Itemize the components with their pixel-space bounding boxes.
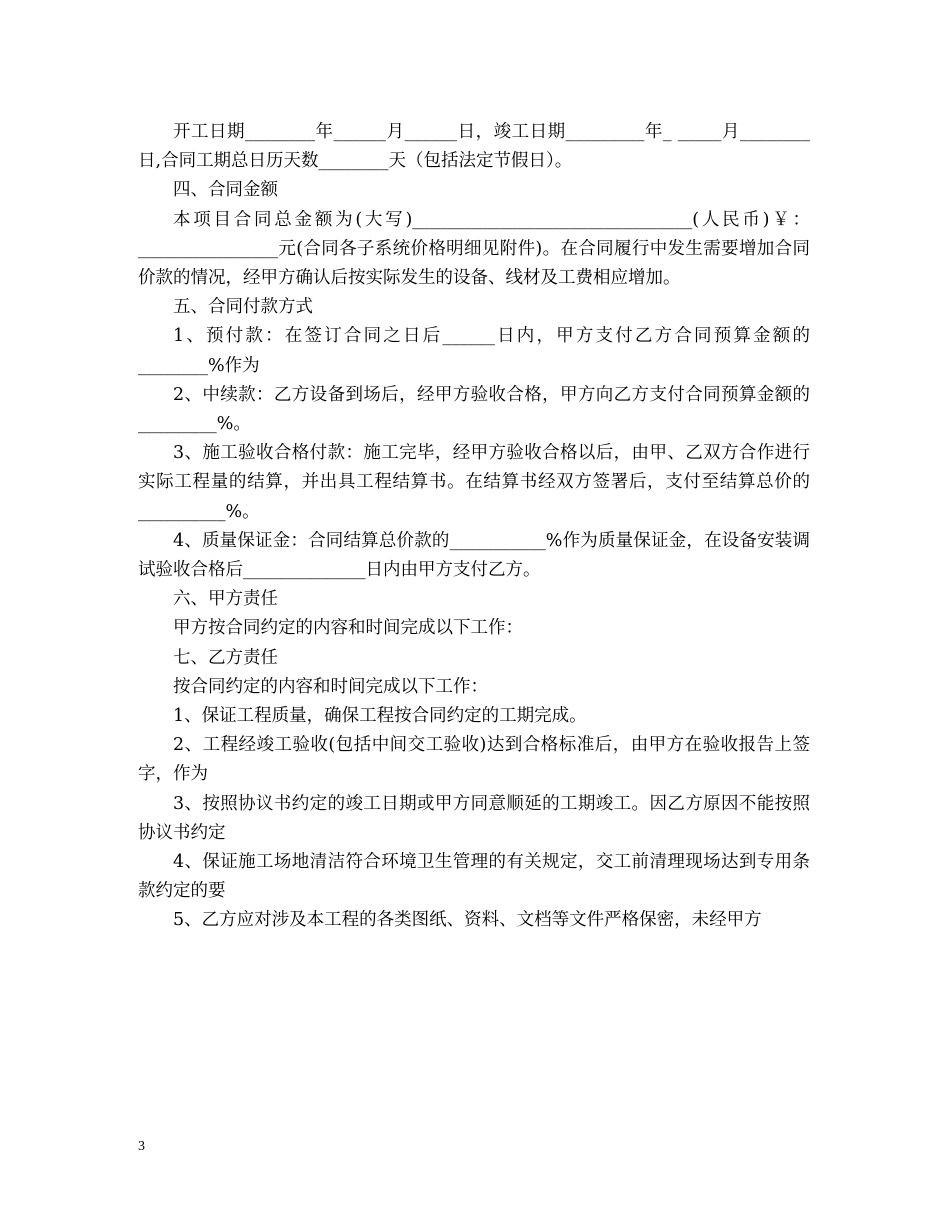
paragraph-party-a-duties: 甲方按合同约定的内容和时间完成以下工作： [173, 618, 523, 639]
heading-party-b-duties: 七、乙方责任 [173, 647, 278, 668]
paragraph-interim-payment: 2、中续款：乙方设备到场后，经甲方验收合格，甲方向乙方支付合同预算金额的_________%。 [138, 384, 810, 435]
heading-contract-amount: 四、合同金额 [173, 180, 278, 201]
document-body [138, 118, 810, 936]
paragraph-party-b-item-5: 5、乙方应对涉及本工程的各类图纸、资料、文档等文件严格保密，未经甲方 [173, 910, 762, 931]
paragraph-party-b-item-3: 3、按照协议书约定的竣工日期或甲方同意顺延的工期竣工。因乙方原因不能按照协议书约定 [138, 793, 810, 843]
heading-party-a-duties: 六、甲方责任 [173, 589, 278, 610]
paragraph-party-b-item-4: 4、保证施工场地清洁符合环境卫生管理的有关规定，交工前清理现场达到专用条款约定的要 [138, 852, 810, 902]
paragraph-advance-payment: 1、预付款：在签订合同之日后______日内，甲方支付乙方合同预算金额的 ________%作为 [138, 326, 810, 376]
paragraph-party-b-item-2: 2、工程经竣工验收(包括中间交工验收)达到合格标准后，由甲方在验收报告上签字，作为 [138, 735, 810, 785]
page-number: 3 [138, 1139, 145, 1154]
paragraph-party-b-item-1: 1、保证工程质量，确保工程按合同约定的工期完成。 [173, 706, 587, 727]
paragraph-construction-dates: 开工日期________年______月______日，竣工日期_________年_ _____月________日,合同工期总日历天数________天（包括法定节假日）。 [138, 122, 810, 172]
paragraph-quality-deposit: 4、质量保证金：合同结算总价款的___________%作为质量保证金，在设备安装调试验收合格后______________日内由甲方支付乙方。 [138, 530, 810, 581]
paragraph-contract-amount: 本项目合同总金额为(大写)________________________________(人民币)￥：________________元(合同各子系统价格明细见附件)。在合同履行中发生需要增加合同价款的情况，经甲方确认后按实际发生的设备、线材及工费相应增加。 [138, 209, 810, 289]
paragraph-acceptance-payment: 3、施工验收合格付款：施工完毕，经甲方验收合格以后，由甲、乙双方合作进行实际工程量的结算，并出具工程结算书。在结算书经双方签署后，支付至结算总价的__________%。 [138, 443, 810, 522]
heading-payment-method: 五、合同付款方式 [173, 297, 313, 318]
paragraph-party-b-intro: 按合同约定的内容和时间完成以下工作： [173, 676, 488, 697]
